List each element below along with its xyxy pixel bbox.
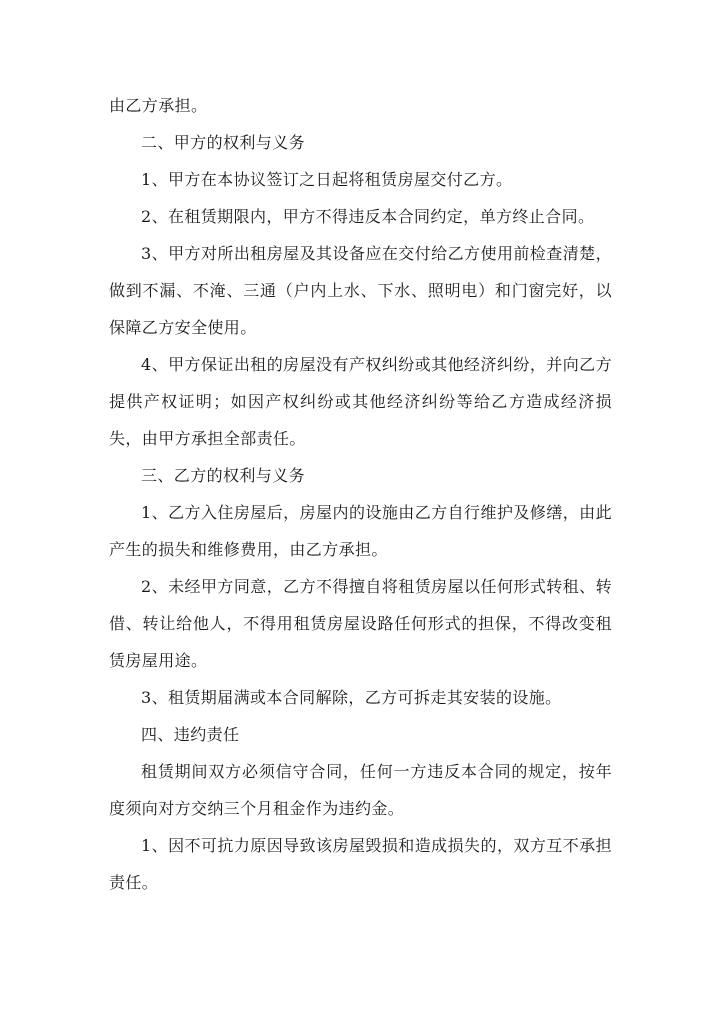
paragraph-7: 1、乙方入住房屋后，房屋内的设施由乙方自行维护及修缮，由此产生的损失和维修费用，由乙方承担。 bbox=[109, 503, 612, 559]
paragraph-12: 1、因不可抗力原因导致该房屋毁损和造成损失的，双方互不承担责任。 bbox=[109, 836, 612, 892]
paragraph-2: 1、甲方在本协议签订之日起将租赁房屋交付乙方。 bbox=[141, 170, 513, 189]
paragraph-3: 2、在租赁期限内，甲方不得违反本合同约定，单方终止合同。 bbox=[141, 207, 595, 226]
paragraph-6: 三、乙方的权利与义务 bbox=[141, 466, 306, 485]
document-body bbox=[109, 87, 612, 901]
paragraph-8: 2、未经甲方同意，乙方不得擅自将租赁房屋以任何形式转租、转借、转让给他人，不得用租赁房屋设路任何形式的担保，不得改变租赁房屋用途。 bbox=[109, 577, 612, 670]
paragraph-10: 四、违约责任 bbox=[141, 725, 240, 744]
paragraph-9: 3、租赁期届满或本合同解除，乙方可拆走其安装的设施。 bbox=[141, 688, 562, 707]
paragraph-1: 二、甲方的权利与义务 bbox=[141, 133, 306, 152]
paragraph-4: 3、甲方对所出租房屋及其设备应在交付给乙方使用前检查清楚，做到不漏、不淹、三通（户内上水、下水、照明电）和门窗完好，以保障乙方安全使用。 bbox=[109, 244, 612, 337]
paragraph-11: 租赁期间双方必须信守合同，任何一方违反本合同的规定，按年度须向对方交纳三个月租金作为违约金。 bbox=[109, 762, 612, 818]
paragraph-5: 4、甲方保证出租的房屋没有产权纠纷或其他经济纠纷，并向乙方提供产权证明；如因产权纠纷或其他经济纠纷等给乙方造成经济损失，由甲方承担全部责任。 bbox=[109, 355, 612, 448]
paragraph-0: 由乙方承担。 bbox=[109, 96, 208, 115]
